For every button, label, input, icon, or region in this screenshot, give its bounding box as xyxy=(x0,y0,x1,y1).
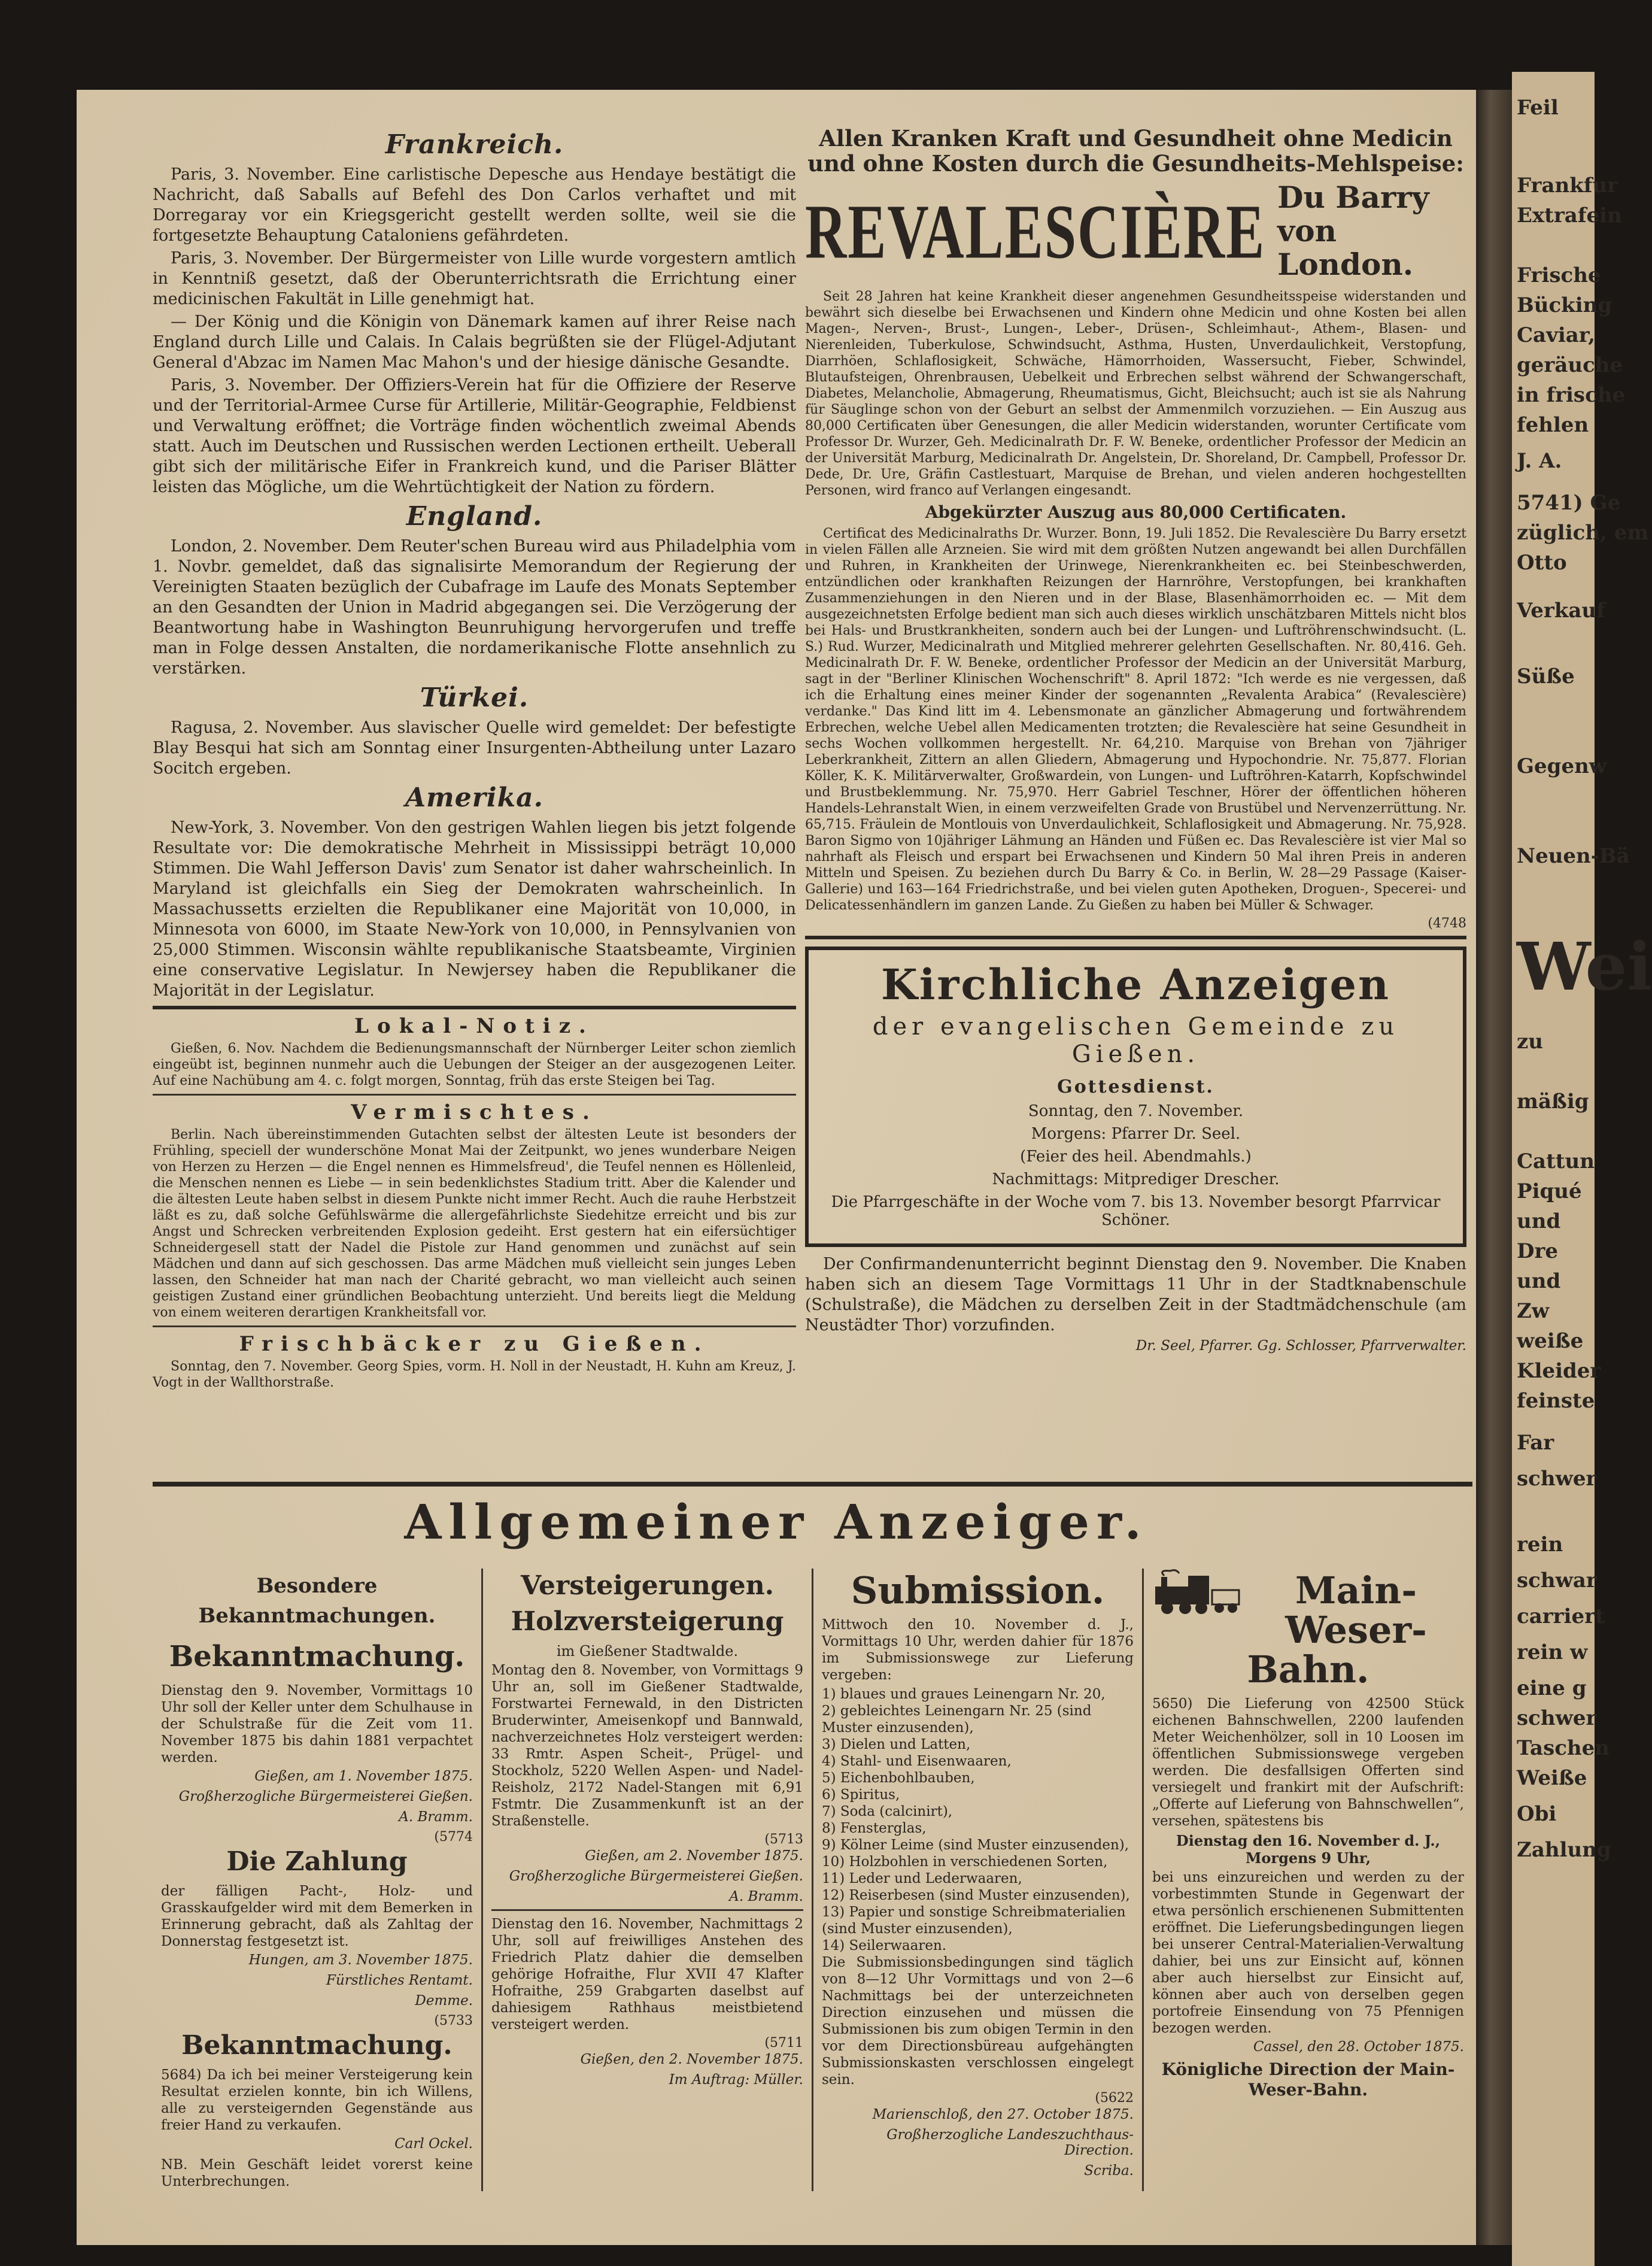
frischbaecker-text: Sonntag, den 7. November. Georg Spies, vorm. H. Noll in der Neustadt, H. Kuhn am Kreuz, J. Vogt in der Wallthorstraße. xyxy=(153,1359,796,1390)
submission-item: 8) Fensterglas, xyxy=(822,1821,927,1836)
notice-signature: Gießen, den 2. November 1875. xyxy=(580,2052,803,2067)
section-heading-frankreich: Frankreich. xyxy=(385,129,564,160)
adjacent-page-text: 5741) Ge xyxy=(1517,491,1621,515)
certificate-text: Certificat des Medicinalraths Dr. Wurzer. Bonn, 19. Juli 1852. Die Revalescière Du Barry ersetzt in vielen Fällen alle Arzneien. Sie wird mit dem größten Nutzen angewandt bei allen Durchfällen und Ruhren, in Krankheiten der Urinwege, Nierenkrankheiten ec. bei Steinbeschwerden, entzündlichen oder krankhaften Reizungen der Harnröhre, Verstopfungen, bei krankhaften Zusammenziehungen in den Nieren und in der Blase, Blasenhämorrhoiden ec. — Mit dem ausgezeichnetsten Erfolge bedient man sich auch dieses wirklich unschätzbaren Mittels nicht blos bei Hals- und Brustkrankheiten, sondern auch bei der Lungen- und Luftröhrenschwindsucht. (L. S.) Rud. Wurzer, Medicinalrath und Mitglied mehrerer gelehrten Gesellschaften. Nr. 80,416. Geh. Medicinalrath Dr. F. W. Beneke, ordentlicher Professor der Medicin an der Universität Marburg, sagt in der "Berliner Klinischen Wochenschrift" 8. April 1872: "Ich werde es nie vergessen, daß ich die Erhaltung eines meiner Kinder der sogenannten „Revalenta Arabica“ (Revalescière) verdanke." Das Kind litt im 4. Lebensmonate an gänzlicher Abmagerung und fortwährendem Erbrechen, welche Uebel allen Medicamenten trotzten; die Revalescière hat seine Gesundheit in sechs Wochen vollkommen hergestellt. Nr. 64,210. Marquise von Brehan von 7jähriger Leberkrankheit, Zittern an allen Gliedern, Abmagerung und Hypochondrie. Nr. 75,877. Florian Köller, K. K. Militärverwalter, Großwardein, von Lungen- und Luftröhren-Katarrh, Kopfschwindel und Brustbeklemmung. Nr. 75,970. Herr Gabriel Teschner, Hörer der öffentlichen höheren Handels-Lehranstalt Wien, in einem verzweifelten Grade von Brustübel und Nervenzerrüttung. Nr. 65,715. Fräulein de Montlouis von Unverdaulichkeit, Schlaflosigkeit und Abmagerung. Nr. 75,928. Baron Sigmo von 10jähriger Lähmung an Händen und Füßen ec. Das Revalescière ist vier Mal so nahrhaft als Fleisch und erspart bei Erwachsenen und Kindern 50 Mal ihren Preis in anderen Mitteln und Speisen. Zu beziehen durch Du Barry & Co. in Berlin, W. 28—29 Passage (Kaiser-Gallerie) und 163—164 Friedrichstraße, und bei vielen guten Apotheken, Droguen-, Specerei- und Delicatessenhändlern im ganzen Lande. Zu Gießen zu haben bei Müller & Schwager. xyxy=(805,526,1466,913)
notice-signature: Hungen, am 3. November 1875. xyxy=(248,1952,473,1968)
notice-signature: Fürstliches Rentamt. xyxy=(326,1973,473,1988)
adjacent-page-text: rein xyxy=(1517,1533,1563,1557)
divider xyxy=(153,1094,796,1096)
notice-text: Montag den 8. November, von Vormittags 9 Uhr an, soll im Gießener Stadtwalde, Forstwartei Fernewald, in den Districten Bruderwinter, Ameisenkopf und Bannwald, nachverzeichnetes Holz versteigert werden: 33 Rmtr. Aspen Scheit-, Prügel- und Stockholz, 5220 Wellen Aspen- und Nadel-Reisholz, 2172 Nadel-Stangen mit 6,91 Fstmtr. Die Zusammenkunft ist an der Straßenstelle. xyxy=(491,1663,803,1829)
submission-item: 12) Reiserbesen (sind Muster einzusenden), xyxy=(822,1888,1130,1903)
section-heading-amerika: Amerika. xyxy=(405,782,543,813)
notice-title: Bekanntmachung. xyxy=(169,1640,465,1673)
submission-item: 1) blaues und graues Leinengarn Nr. 20, xyxy=(822,1686,1106,1702)
article-paragraph: Paris, 3. November. Eine carlistische Depesche aus Hendaye bestätigt die Nachricht, daß Saballs auf Befehl des Don Carlos verhaftet und mit Dorregaray vor ein Kriegsgericht gestellt werden sollte, weil sie die fortgesetzte Behauptung Cataloniens gefährdeten. xyxy=(153,165,796,245)
notice-text: bei uns einzureichen und werden zu der vorbestimmten Stunde in Gegenwart der etwa persönlich erschienenen Submittenten eröffnet. Die Lieferungsbedingungen liegen bei unserer Central-Materialien-Verwaltung dahier, bei uns zur Einsicht auf, können aber auch hierselbst zur Einsicht auf, können aber auch von derselben gegen portofreie Einsendung von 75 Pfennigen bezogen werden. xyxy=(1152,1870,1464,2036)
adjacent-page-text: Cattun xyxy=(1517,1149,1595,1173)
adjacent-page-text: fehlen xyxy=(1517,413,1589,437)
adjacent-page-text: carriert xyxy=(1517,1604,1605,1628)
notice-signature: Großherzogliche Bürgermeisterei Gießen. xyxy=(178,1789,473,1804)
vermischtes-heading: Vermischtes. xyxy=(351,1100,598,1124)
notice-title: Die Zahlung xyxy=(226,1846,408,1877)
submission-item: 14) Seilerwaaren. xyxy=(822,1938,947,1953)
notice-signature: Gießen, am 2. November 1875. xyxy=(585,1848,803,1864)
column-heading: Submission. xyxy=(851,1569,1105,1612)
adjacent-page-text: schwar xyxy=(1517,1569,1597,1592)
article-paragraph: Paris, 3. November. Der Offiziers-Verein hat für die Offiziere der Reserve und der Territorial-Armee Curse für Artillerie, Militär-Geographie, Feldbienst und Verwaltung eröffnet; die Vorträge finden wöchentlich zweimal Abends statt. Auch im Deutschen und Russischen werden Lectionen ertheilt. Ueberall gibt sich der militärische Eifer in Frankreich kund, und die Pariser Blätter leisten das Mögliche, um die Wehrtüchtigkeit der Nation zu fördern. xyxy=(153,376,796,496)
adjacent-page-text: Frankfur xyxy=(1517,174,1618,198)
deadline-date: Dienstag den 16. November d. J., Morgens 9 Uhr, xyxy=(1176,1832,1441,1867)
adjacent-page-text: Bücking xyxy=(1517,293,1612,317)
adjacent-page-fragment xyxy=(1512,72,1652,2266)
adjacent-page-text: Neuen-Bä xyxy=(1517,844,1630,868)
binding-gutter xyxy=(1476,90,1512,2245)
section-divider xyxy=(153,1482,1472,1487)
section-heading-tuerkei: Türkei. xyxy=(420,682,529,713)
adjacent-page-text: Extrafein xyxy=(1517,204,1622,227)
notice-number: (5713 xyxy=(764,1832,803,1847)
submission-item: 6) Spiritus, xyxy=(822,1787,900,1803)
confirmand-notice: Der Confirmandenunterricht beginnt Dienstag den 9. November. Die Knaben haben sich an diesem Tage Vormittags 11 Uhr in der Stadtknabenschule (Schulstraße), die Mädchen zu derselben Zeit in der Stadtmädchenschule (am Neustädter Thor) vorzufinden. xyxy=(805,1255,1466,1334)
adjacent-page-text: Frische xyxy=(1517,263,1601,287)
adjacent-page-text: Taschen xyxy=(1517,1736,1610,1760)
submission-item: 4) Stahl- und Eisenwaaren, xyxy=(822,1754,1012,1769)
column-heading: Besondere Bekanntmachungen. xyxy=(198,1574,436,1628)
submission-item: 5) Eichenbohlbauben, xyxy=(822,1770,975,1786)
adjacent-page-text: weiße xyxy=(1517,1329,1584,1353)
church-line: Nachmittags: Mitprediger Drescher. xyxy=(992,1170,1280,1188)
anzeiger-columns xyxy=(153,1569,1472,2191)
adjacent-page-text: schwer xyxy=(1517,1706,1597,1730)
submission-item: 11) Leder und Lederwaaren, xyxy=(822,1871,1022,1886)
main-weser-bahn-column xyxy=(1144,1569,1472,2191)
adjacent-page-text: J. A. xyxy=(1517,449,1562,473)
adjacent-page-text: eine g xyxy=(1517,1676,1587,1700)
notice-text: NB. Mein Geschäft leidet vorerst keine Unterbrechungen. xyxy=(161,2157,473,2189)
divider xyxy=(805,936,1466,939)
adjacent-page-text: Piqué xyxy=(1517,1179,1582,1203)
church-line: (Feier des heil. Abendmahls.) xyxy=(1020,1148,1252,1166)
divider xyxy=(153,1325,796,1327)
frankreich-articles xyxy=(153,165,796,498)
von-london: von London. xyxy=(1277,213,1414,282)
notice-text: Die Submissionsbedingungen sind täglich von 8—12 Uhr Vormittags und von 2—6 Nachmittags bei der unterzeichneten Direction einzusehen und müssen die Submissionen bis zum obigen Termin in den vor dem Directionsbüreau aufgehängten Submissionskasten verschlossen eingelegt sein. xyxy=(822,1955,1134,2088)
adjacent-page-text: Wei xyxy=(1517,928,1652,1005)
revalesciere-ad-text: Seit 28 Jahren hat keine Krankheit dieser angenehmen Gesundheitsspeise widerstanden und bewährt sich dieselbe bei Erwachsenen und Kindern ohne Medicin und ohne Kosten bei allen Magen-, Nerven-, Brust-, Lungen-, Leber-, Drüsen-, Schleimhaut-, Athem-, Blasen- und Nierenleiden, Tuberkulose, Schwindsucht, Asthma, Husten, Unverdaulichkeit, Verstopfung, Diarrhöen, Schlaflosigkeit, Schwäche, Hämorrhoiden, Wassersucht, Fieber, Schwindel, Blutaufsteigen, Ohrenbrausen, Uebelkeit und Erbrechen selbst während der Schwangerschaft, Diabetes, Melancholie, Abmagerung, Rheumatismus, Gicht, Bleichsucht; auch ist sie als Nahrung für Säuglinge schon von der Geburt an selbst der Ammenmilch vorzuziehen. — Ein Auszug aus 80,000 Certificaten über Genesungen, die aller Medicin widerstanden, worunter Certificate vom Professor Dr. Wurzer, Geh. Medicinalrath Dr. F. W. Beneke, ordentlicher Professor der Medicin an der Universität Marburg, Medicinalrath Dr. Angelstein, Dr. Shoreland, Dr. Campbell, Professor Dr. Dede, Dr. Ure, Gräfin Castlestuart, Marquise de Brehan, und vielen anderen hochgestellten Personen, wird franco auf Verlangen eingesandt. xyxy=(805,289,1466,498)
submission-item: 9) Kölner Leime (sind Muster einzusenden), xyxy=(822,1837,1129,1853)
notice-number: (5622 xyxy=(1095,2091,1134,2106)
church-line: Morgens: Pfarrer Dr. Seel. xyxy=(1031,1125,1241,1143)
notice-signature: A. Bramm. xyxy=(399,1809,473,1825)
adjacent-page-text: Süße xyxy=(1517,665,1575,688)
submission-column xyxy=(813,1569,1144,2191)
submission-item: 3) Dielen und Latten, xyxy=(822,1737,971,1752)
article-paragraph: — Der König und die Königin von Dänemark kamen auf ihrer Reise nach England durch Lille und Calais. In Calais begrüßten sie der Flügel-Adjutant General d'Abzac im Namen Mac Mahon's und der hiesige dänische Gesandte. xyxy=(153,313,796,372)
vermischtes-text: Berlin. Nach übereinstimmenden Gutachten selbst der ältesten Leute ist besonders der Frühling, speciell der wunderschöne Monat Mai der Zeitpunkt, wo jenes wunderbare Neigen von Herzen zu Herzen — die Engel nennen es Himmelsfreud', die Teufel nennen es Höllenleid, die Menschen nennen es Liebe — in sein bedenklichstes Stadium tritt. Aber die Kalender und die ältesten Leute haben selbst in diesem Punkte nicht immer Recht. Auch die rauhe Herbstzeit läßt es zu, daß solche Gefühlswärme die allergefährlichste Siedehitze erreicht und bis zur Angst und Schrecken verbreitenden Explosion gedeiht. Erst gestern hat ein eifersüchtiger Schneidergesell statt der Nadel die Pistole zur Hand genommen und zunächst auf sein Mädchen und dann auf sich geschossen. Das arme Mädchen muß vielleicht sein junges Leben lassen, den Schneider hat man nach der Charité gebracht, wo man vielleicht auch seinen geistigen Zustand einer gründlichen Beobachtung unterzieht. Und bereits liegt die Meldung von einem weiteren derartigen Krankheitsfall vor. xyxy=(153,1127,796,1320)
notice-signature: Großherzogliche Bürgermeisterei Gießen. xyxy=(509,1868,803,1884)
adjacent-page-text: Verkauf xyxy=(1517,599,1605,623)
adjacent-page-text: feinste xyxy=(1517,1389,1595,1413)
frischbaecker-heading: Frischbäcker zu Gießen. xyxy=(239,1332,710,1356)
notice-text: Mittwoch den 10. November d. J., Vormittags 10 Uhr, werden dahier für 1876 im Submissionswege zur Lieferung vergeben: xyxy=(822,1617,1134,1683)
notice-number: (5774 xyxy=(434,1830,473,1845)
notice-number: (5733 xyxy=(434,2013,473,2028)
church-notice-box xyxy=(805,947,1466,1247)
adjacent-page-text: Zw xyxy=(1517,1299,1550,1323)
anzeiger-title: Allgemeiner Anzeiger. xyxy=(404,1494,1149,1550)
notice-signature: Im Auftrag: Müller. xyxy=(669,2072,803,2088)
notice-signature: Großherzogliche Landeszuchthaus-Direction. xyxy=(886,2127,1134,2158)
notice-signature: Scriba. xyxy=(1084,2163,1134,2179)
lokal-notiz-text: Gießen, 6. Nov. Nachdem die Bedienungsmannschaft der Nürnberger Leiter schon ziemlich eingeübt ist, beginnen nunmehr auch die Uebungen der Steiger an der ausgezogenen Leiter. Auf eine Nachübung am 4. c. folgt morgen, Sonntag, früh das erste Steigen bei Tag. xyxy=(153,1041,796,1088)
news-column xyxy=(153,126,796,1393)
notice-title: Bekanntmachung. xyxy=(181,2030,453,2061)
adjacent-page-text: Far xyxy=(1517,1431,1554,1455)
adjacent-page-text: zu xyxy=(1517,1030,1544,1054)
lokal-notiz-heading: Lokal-Notiz. xyxy=(354,1014,594,1038)
submission-item: 2) gebleichtes Leinengarn Nr. 25 (sind Muster einzusenden), xyxy=(822,1703,1092,1736)
revalesciere-ad-headline: Allen Kranken Kraft und Gesundheit ohne Medicin und ohne Kosten durch die Gesundheits-Mehlspeise: xyxy=(807,125,1464,177)
notice-text: Dienstag den 16. November, Nachmittags 2 Uhr, soll auf freiwilliges Anstehen des Friedrich Platz dahier die demselben gehörige Hofraithe, Flur XVII 47 Klafter Hofraithe, 259 Grabgarten daselbst auf dahiesigem Rathhaus meistbietend versteigert werden. xyxy=(491,1916,803,2033)
advert-column xyxy=(805,126,1466,1358)
notice-signature: Carl Ockel. xyxy=(394,2136,473,2152)
notice-number: (5711 xyxy=(764,2036,803,2050)
adjacent-page-text: geräuche xyxy=(1517,353,1623,377)
adjacent-page-text: Weiße xyxy=(1517,1766,1587,1790)
heading-line: Bahn. xyxy=(1247,1648,1369,1691)
notice-text: Dienstag den 9. November, Vormittags 10 Uhr soll der Keller unter dem Schulhause in der Schulstraße für die Zeit vom 11. November 1875 bis dahin 1881 verpachtet werden. xyxy=(161,1683,473,1766)
church-line: Sonntag, den 7. November. xyxy=(1028,1102,1244,1120)
submission-item: 13) Papier und sonstige Schreibmaterialien (sind Muster einzusenden), xyxy=(822,1904,1126,1937)
adjacent-page-text: Gegenw xyxy=(1517,754,1607,778)
adjacent-page-text: Zahlung xyxy=(1517,1838,1611,1862)
notice-subtitle: im Gießener Stadtwalde. xyxy=(556,1643,739,1660)
divider xyxy=(491,1909,803,1911)
church-line: Die Pfarrgeschäfte in der Woche vom 7. bis 13. November besorgt Pfarrvicar Schöner. xyxy=(831,1193,1441,1229)
besondere-column xyxy=(153,1569,483,2191)
du-barry: Du Barry xyxy=(1277,180,1429,215)
gottesdienst-heading: Gottesdienst. xyxy=(1057,1076,1214,1097)
submission-item: 10) Holzbohlen in verschiedenen Sorten, xyxy=(822,1854,1108,1870)
notice-signature: Cassel, den 28. October 1875. xyxy=(1253,2039,1464,2055)
adjacent-page-text: Obi xyxy=(1517,1802,1557,1826)
revalesciere-side-text xyxy=(1277,181,1466,281)
revalesciere-logo xyxy=(805,181,1466,281)
notice-text: 5684) Da ich bei meiner Versteigerung kein Resultat erzielen konnte, bin ich Willens, alle zu versteigernden Gegenstände aus freier Hand zu verkaufen. xyxy=(161,2067,473,2133)
adjacent-page-text: Otto xyxy=(1517,551,1567,575)
adjacent-page-text: mäßig xyxy=(1517,1090,1589,1114)
adjacent-page-text: rein w xyxy=(1517,1640,1588,1664)
notice-signature: Königliche Direction der Main-Weser-Bahn. xyxy=(1161,2059,1455,2100)
article-paragraph: Ragusa, 2. November. Aus slavischer Quelle wird gemeldet: Der befestigte Blay Besqui hat sich am Sonntag einer Insurgenten-Abtheilung unter Lazaro Socitch ergeben. xyxy=(153,718,796,778)
submission-list xyxy=(822,1686,1134,1954)
notice-title: Holzversteigerung xyxy=(511,1606,784,1637)
notice-signature: Marienschloß, den 27. October 1875. xyxy=(872,2107,1134,2122)
confirmand-signature: Dr. Seel, Pfarrer. Gg. Schlosser, Pfarrverwalter. xyxy=(1135,1338,1466,1354)
submission-item: 7) Soda (calcinirt), xyxy=(822,1804,953,1819)
section-heading-england: England. xyxy=(406,501,543,532)
notice-signature: A. Bramm. xyxy=(729,1889,803,1904)
revalesciere-wordmark: REVALESCIÈRE xyxy=(805,187,1266,275)
article-paragraph: London, 2. November. Dem Reuter'schen Bureau wird aus Philadelphia vom 1. Novbr. gemeldet, daß das signalisirte Memorandum der Regierung der Vereinigten Staaten bezüglich der Cubafrage im Laufe des Monats September an den Gesandten der Union in Madrid abgegangen sei. Die Verzögerung der Beantwortung habe in Washington Beunruhigung hervorgerufen und treffe man in Folge dessen Anstalten, die nordamerikanische Flotte ansehnlich zu verstärken. xyxy=(153,537,796,678)
church-title: Kirchliche Anzeigen xyxy=(881,960,1390,1009)
locomotive-icon xyxy=(1152,1569,1242,1616)
article-paragraph: New-York, 3. November. Von den gestrigen Wahlen liegen bis jetzt folgende Resultate vor: Die demokratische Mehrheit in Mississippi beträgt 10,000 Stimmen. Die Wahl Jefferson Davis' zum Senator ist daher wahrscheinlich. In Maryland ist gleichfalls ein Sieg der Demokraten wahrscheinlich. In Massachussetts erzielten die Republikaner eine Majorität von 10,000, in Minnesota von 6000, im Staate New-York von 10,000, in Pennsylvanien von 25,000 Stimmen. Wisconsin wählte republikanische Staatsbeamte, Virginien eine conservative Legislatur. In Newjersey haben die Republikaner die Majorität in der Legislatur. xyxy=(153,818,796,1000)
article-paragraph: Paris, 3. November. Der Bürgermeister von Lille wurde vorgestern amtlich in Kenntniß gesetzt, daß der Oberunterrichtsrath die Errichtung einer medicinischen Fakultät in Lille genehmigt hat. xyxy=(153,249,796,308)
divider xyxy=(153,1006,796,1009)
heading-line: Main-Weser- xyxy=(1285,1569,1427,1652)
adjacent-page-text: und xyxy=(1517,1269,1561,1293)
notice-text: der fälligen Pacht-, Holz- und Grasskaufgelder wird mit dem Bemerken in Erinnerung gebracht, daß als Zahltag der Donnerstag festgesetzt ist. xyxy=(161,1883,473,1949)
certificate-heading: Abgekürzter Auszug aus 80,000 Certificaten. xyxy=(925,502,1347,522)
notice-signature: Gießen, am 1. November 1875. xyxy=(254,1768,473,1784)
column-heading: Versteigerungen. xyxy=(520,1570,775,1601)
adjacent-page-text: in frische xyxy=(1517,383,1626,407)
adjacent-page-text: Caviar, xyxy=(1517,323,1596,347)
adjacent-page-text: züglich, em xyxy=(1517,521,1649,545)
church-subtitle: der evangelischen Gemeinde zu Gießen. xyxy=(872,1013,1399,1068)
notice-signature: Demme. xyxy=(415,1993,473,2009)
adjacent-page-text: schwer xyxy=(1517,1467,1597,1491)
notice-text: 5650) Die Lieferung von 42500 Stück eichenen Bahnschwellen, 2200 laufenden Meter Weichenhölzer, soll in 10 Loosen im öffentlichen Submissionswege vergeben werden. Die desfallsigen Offerten sind versiegelt und frankirt mit der Aufschrift: „Offerte auf Lieferung von Bahnschwellen“, versehen, spätestens bis xyxy=(1152,1696,1464,1829)
adjacent-page-text: und xyxy=(1517,1209,1561,1233)
adjacent-page-text: Feil xyxy=(1517,96,1559,120)
adjacent-page-text: Dre xyxy=(1517,1239,1559,1263)
versteigerungen-column xyxy=(483,1569,813,2191)
adjacent-page-text: Kleider xyxy=(1517,1359,1601,1383)
ad-number: (4748 xyxy=(1428,916,1466,931)
